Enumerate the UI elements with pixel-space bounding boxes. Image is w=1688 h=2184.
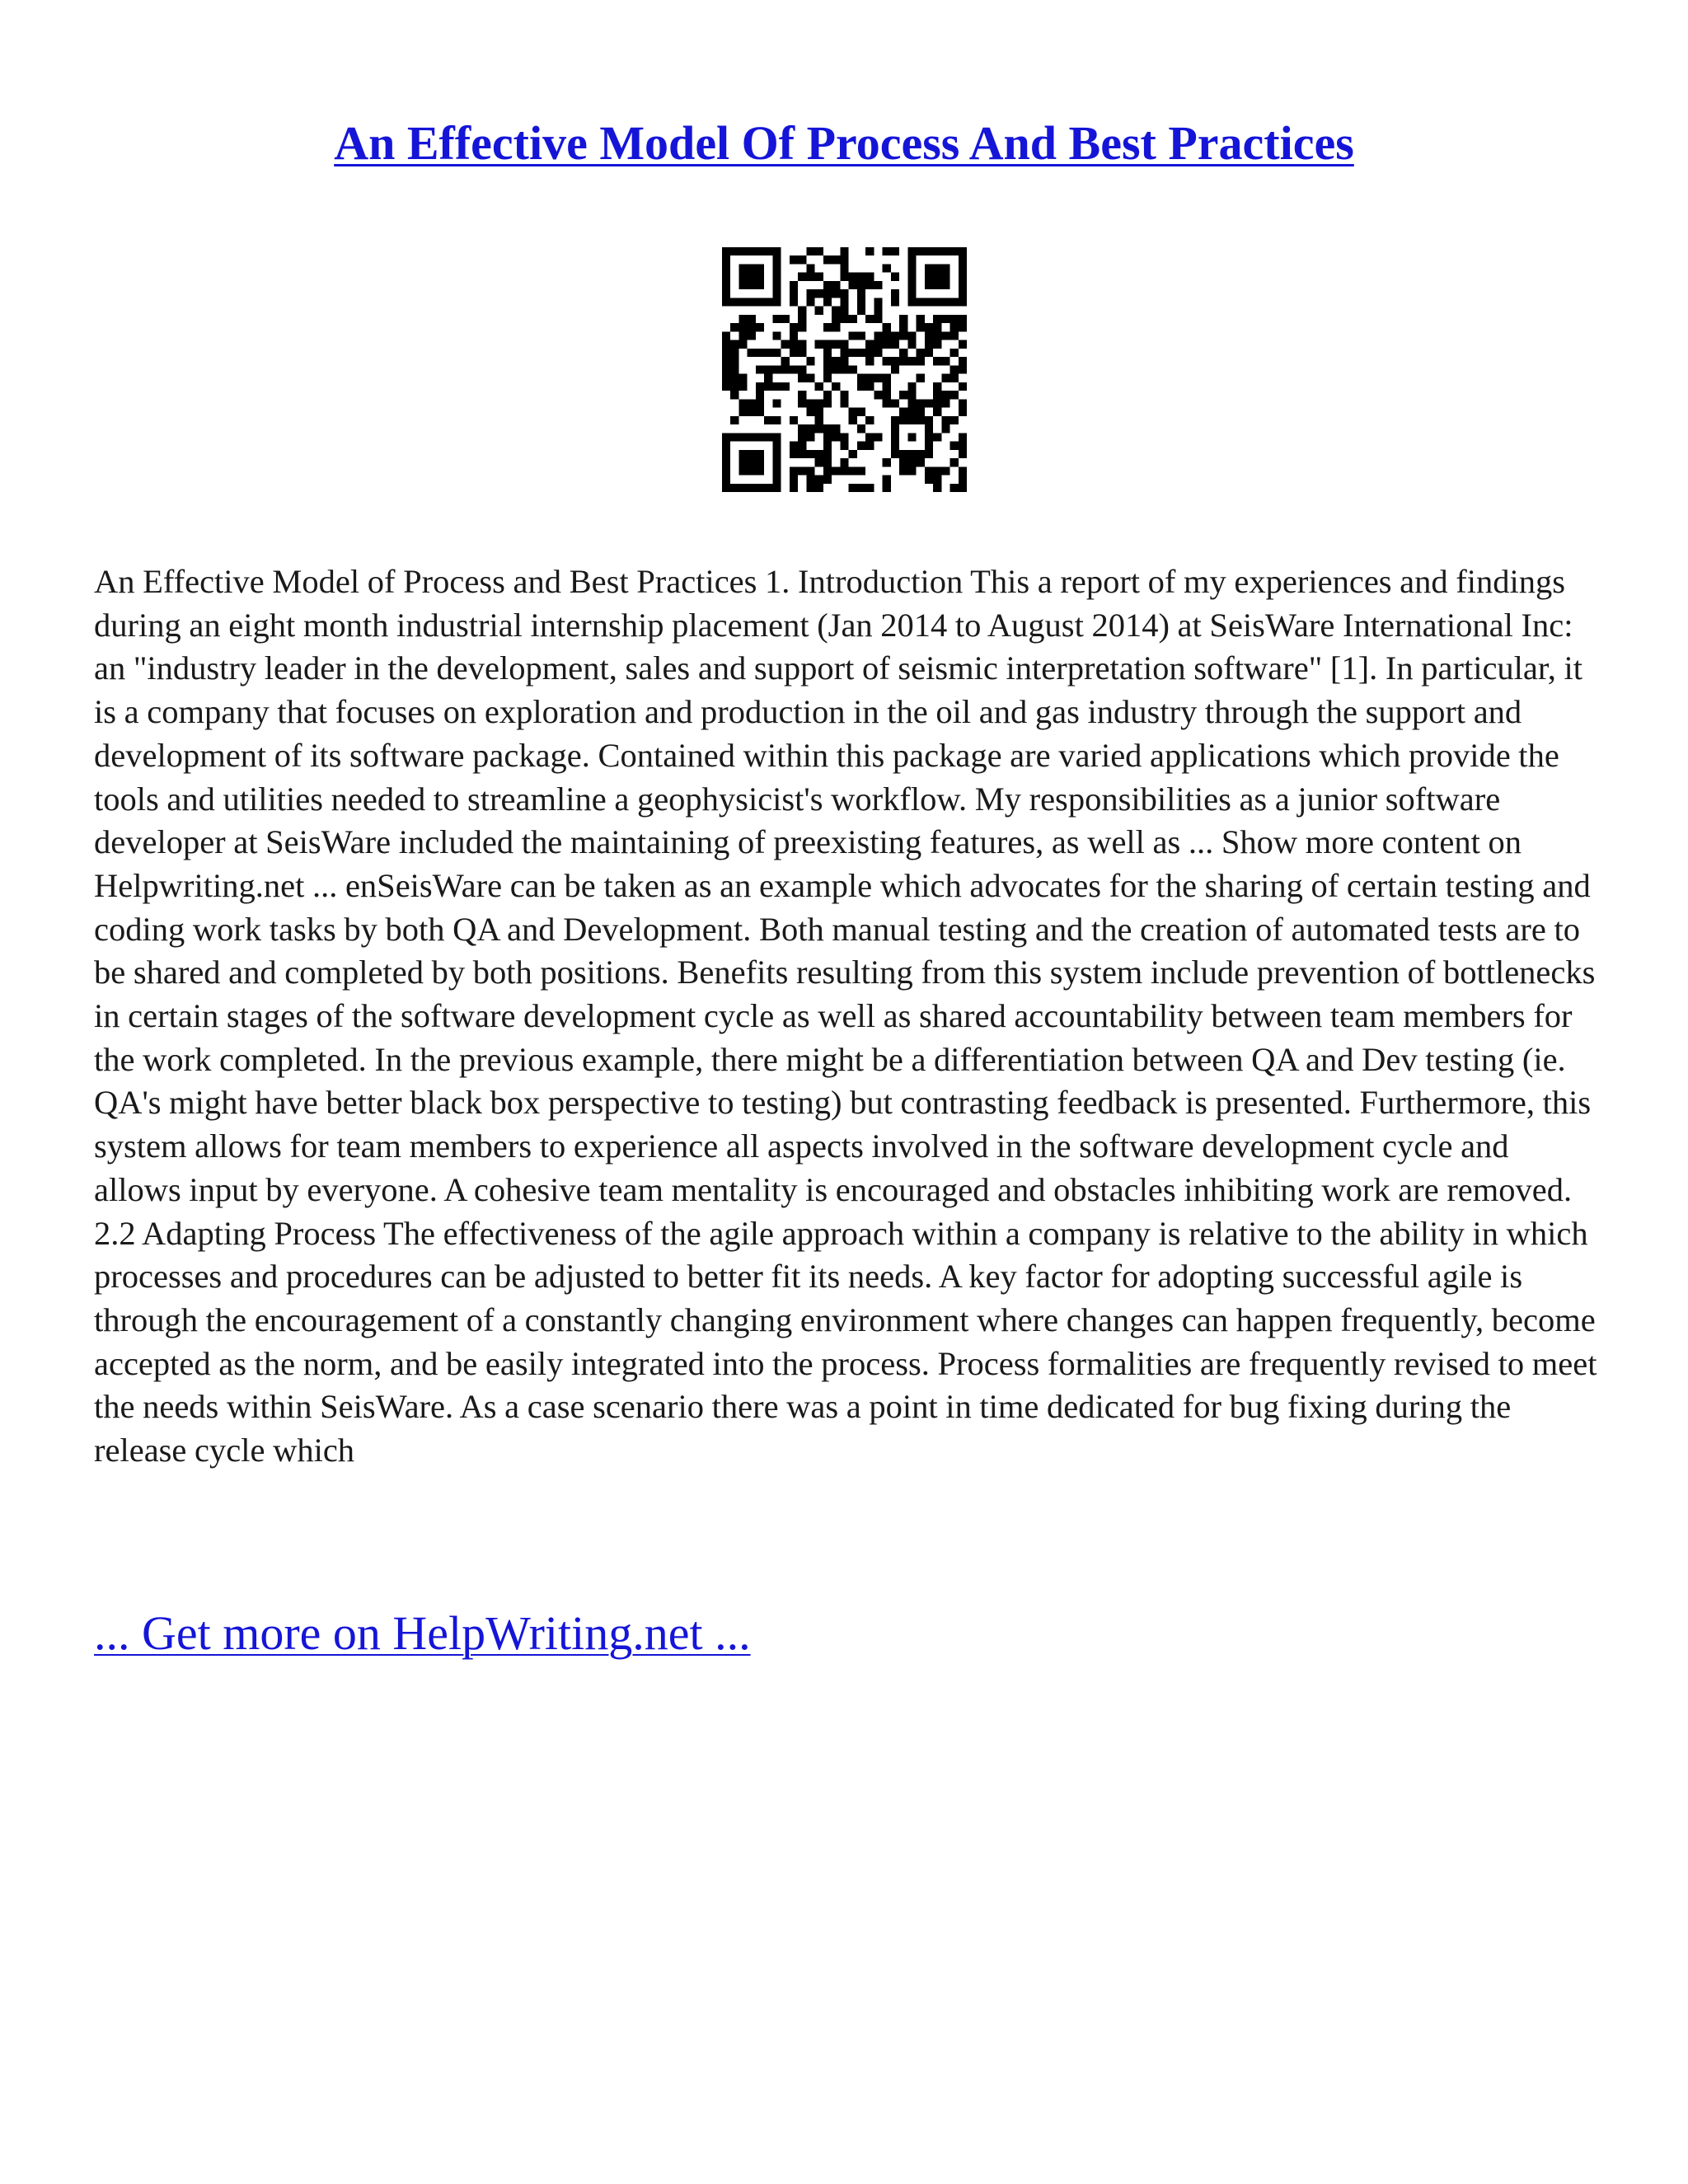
article-body: An Effective Model of Process and Best Practices 1. Introduction This a report of my experiences and findings during an eight month industrial internship placement (Jan 2014 to August 2014) at SeisWare International Inc: an "industry leader in the development, sales and support of seismic interpretation software" [1]. In particular, it is a company that focuses on exploration and production in the oil and gas industry through the support and development of its software package. Contained within this package are varied applications which provide the tools and utilities needed to streamline a geophysicist's workflow. My responsibilities as a junior software developer at SeisWare included the maintaining of preexisting features, as well as ... Show more content on Helpwriting.net ... enSeisWare can be taken as an example which advocates for the sharing of certain testing and coding work tasks by both QA and Development. Both manual testing and the creation of automated tests are to be shared and completed by both positions. Benefits resulting from this system include prevention of bottlenecks in certain stages of the software development cycle as well as shared accountability between team members for the work completed. In the previous example, there might be a differentiation between QA and Dev testing (ie. QA's might have better black box perspective to testing) but contrasting feedback is presented. Furthermore, this system allows for team members to experience all aspects involved in the software development cycle and allows input by everyone. A cohesive team mentality is encouraged and obstacles inhibiting work are removed. 2.2 Adapting Process The effectiveness of the agile approach within a company is relative to the ability in which processes and procedures can be adjusted to better fit its needs. A key factor for adopting successful agile is through the encouragement of a constantly changing environment where changes can happen frequently, become accepted as the norm, and be easily integrated into the process. Process formalities are frequently revised to meet the needs within SeisWare. As a case scenario there was a point in time dedicated for bug fixing during the release cycle which <box>94 563 1597 1469</box>
qr-code-icon <box>722 247 967 492</box>
page-title-link[interactable]: An Effective Model Of Process And Best Practices <box>334 116 1354 170</box>
title-container <box>0 115 1688 171</box>
get-more-link[interactable]: ... Get more on HelpWriting.net ... <box>94 1606 751 1660</box>
